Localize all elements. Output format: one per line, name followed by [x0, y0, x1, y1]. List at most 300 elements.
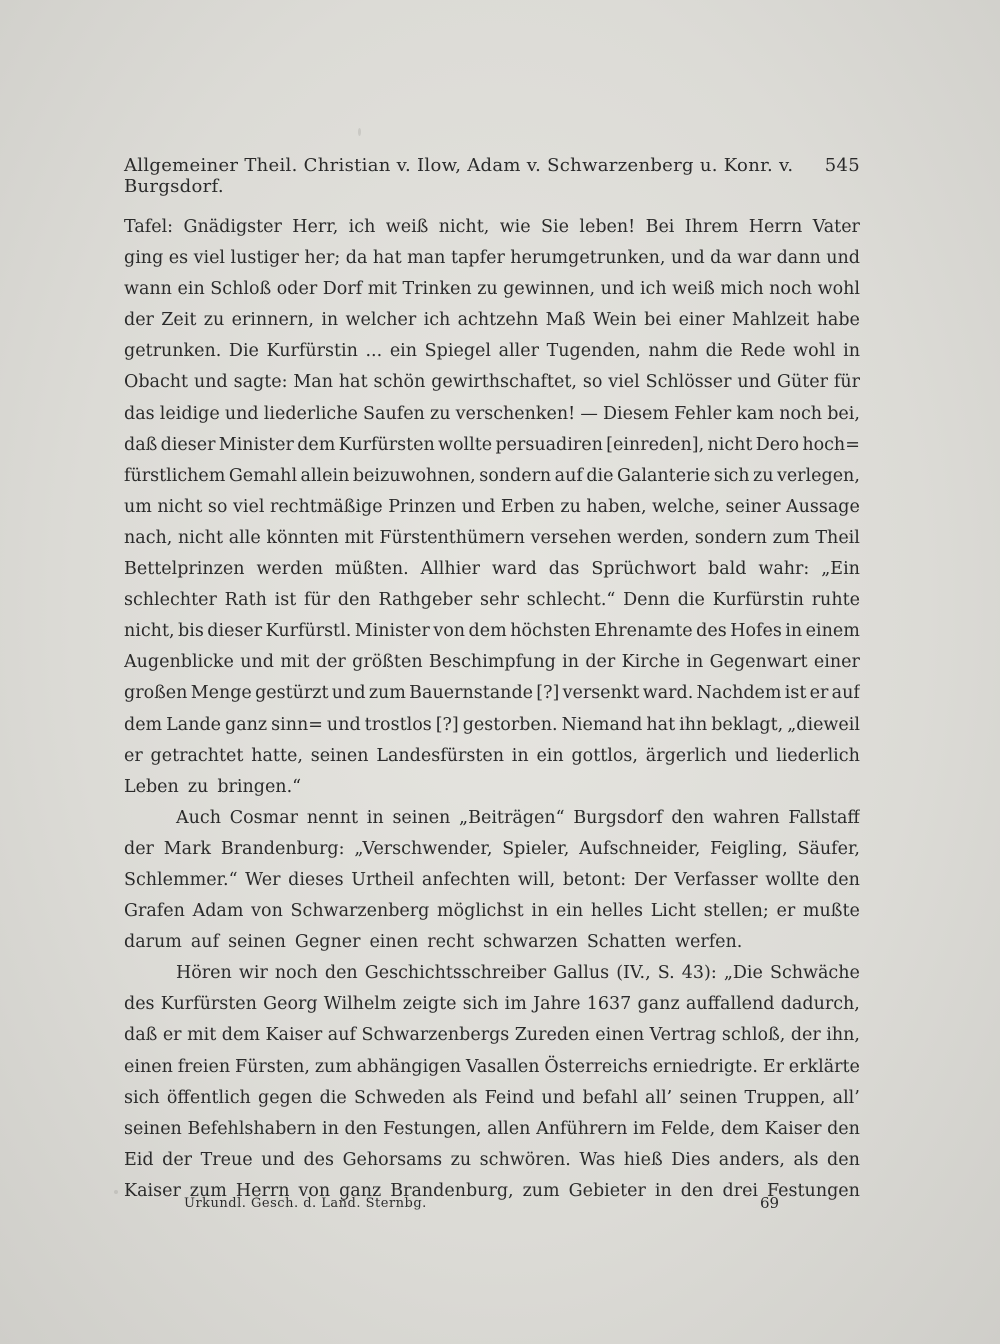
word: Dorf [322, 279, 363, 300]
body-text [124, 212, 860, 1207]
word: in [366, 807, 384, 828]
word: viel [232, 496, 265, 517]
word: sondern [479, 465, 552, 486]
word: zum [772, 527, 810, 548]
word: er [809, 683, 829, 704]
word: Dero [755, 434, 800, 455]
word: erklärte [788, 1056, 860, 1077]
word: und [261, 1149, 295, 1170]
word: in [531, 901, 549, 922]
word: und [193, 372, 228, 393]
word: einer [813, 652, 860, 673]
word: werden [256, 559, 323, 580]
text-line [124, 305, 860, 336]
word: ganz [637, 994, 680, 1015]
word: des [124, 994, 155, 1015]
word: ward [491, 559, 537, 580]
word: wollte [438, 434, 493, 455]
word: „Ein [821, 559, 860, 580]
word: in [321, 310, 339, 331]
word: öffentlich [166, 1087, 251, 1108]
running-head-title: Allgemeiner Theil. Christian v. Ilow, Adam v. Schwarzenberg u. Konr. v. Burgsdorf. [124, 155, 794, 197]
word: und [326, 714, 361, 735]
word: Festungen [767, 1180, 860, 1201]
word: Brandenburg, [390, 1180, 514, 1201]
word: wohl [793, 341, 836, 362]
word: versehen [530, 527, 612, 548]
word: ... [365, 341, 383, 362]
word: hat [646, 714, 676, 735]
text-line [124, 430, 860, 461]
word: aller [498, 341, 539, 362]
word: mich [720, 279, 764, 300]
word: Mark [163, 838, 212, 859]
word: als [793, 1149, 819, 1170]
word: ein [389, 341, 418, 362]
word: und [826, 248, 860, 269]
word: Vater [812, 217, 860, 237]
word: der [315, 652, 346, 673]
word: bringen.“ [217, 776, 302, 797]
word: dem [221, 1025, 260, 1046]
word: Zureden [514, 1025, 590, 1046]
word: sich [462, 994, 499, 1015]
word: hatte, [251, 745, 303, 766]
word: seinen [310, 745, 369, 766]
word: und [240, 652, 274, 673]
word: ihn, [826, 1025, 860, 1046]
word: Landesfürsten [376, 745, 504, 766]
word: Kurfürsten [338, 434, 435, 455]
word: Kurfürstl. [265, 621, 352, 642]
word: er [162, 1025, 182, 1046]
word: oder [276, 279, 318, 300]
word: Er [762, 1056, 784, 1077]
running-head [124, 155, 860, 197]
word: einen [369, 932, 419, 953]
word: und [734, 745, 769, 766]
word: ruhte [811, 590, 860, 611]
word: es [168, 248, 189, 269]
word: habe [816, 310, 860, 331]
word: welcher [345, 310, 417, 331]
word: sich [124, 1087, 160, 1108]
word: in [686, 652, 704, 673]
word: Tafel: [124, 217, 174, 237]
word: [?] [435, 714, 459, 735]
word: das [548, 559, 580, 580]
word: einem [805, 621, 860, 642]
word: Kaiser [124, 1180, 181, 1201]
word: zum [522, 1180, 560, 1201]
word: ward. [642, 683, 694, 704]
word: Hören [176, 963, 232, 984]
word: Dies [671, 1149, 711, 1170]
word: zum [189, 1180, 227, 1201]
word: dem [297, 434, 336, 455]
word: dieses [288, 869, 344, 890]
word: rechtmäßige [269, 496, 383, 517]
word: Herr, [292, 217, 339, 237]
text-line [124, 741, 860, 772]
word: nicht, [124, 621, 175, 642]
word: Gallus [553, 963, 610, 984]
word: Adam [192, 901, 244, 922]
word: auf [327, 1025, 356, 1046]
word: ganz [339, 1180, 382, 1201]
word: Treue [200, 1149, 253, 1170]
word: nach, [124, 527, 173, 548]
word: wir [238, 963, 268, 984]
word: Brandenburg: [220, 838, 345, 859]
word: schwören. [479, 1149, 571, 1170]
word: ist [784, 683, 807, 704]
word: zu [203, 310, 225, 331]
word: alle [228, 527, 261, 548]
word: lustiger [230, 248, 299, 269]
word: Diesem [603, 403, 669, 424]
word: sich [713, 465, 750, 486]
word: Georg [263, 994, 318, 1015]
word: mit [187, 1025, 217, 1046]
word: ich [423, 310, 451, 331]
word: leidige [159, 403, 220, 424]
word: Wilhelm [323, 994, 397, 1015]
word: ich [348, 217, 376, 237]
word: da [345, 248, 368, 269]
word: wann [124, 279, 172, 300]
word: hieß [623, 1149, 663, 1170]
word: Truppen, [744, 1087, 826, 1108]
word: der [585, 652, 616, 673]
word: Theil [815, 527, 860, 548]
word: abhängigen [356, 1056, 461, 1077]
word: Beschimpfung [428, 652, 556, 673]
word: Kirche [621, 652, 681, 673]
word: anders, [718, 1149, 785, 1170]
word: daß [124, 434, 158, 455]
word: er [776, 901, 796, 922]
word: ist [274, 590, 297, 611]
word: daß [124, 1025, 158, 1046]
word: Man [293, 372, 333, 393]
word: in [654, 1180, 672, 1201]
word: zu [429, 403, 451, 424]
word: in [785, 621, 803, 642]
word: Felde, [660, 1118, 716, 1139]
word: höchsten [510, 621, 591, 642]
word: (IV., [616, 963, 651, 984]
word: ging [124, 248, 164, 269]
word: zu [477, 279, 498, 300]
word: in [321, 1118, 339, 1139]
word: Licht [650, 901, 697, 922]
word: Rathgeber [378, 590, 473, 611]
word: Aussage [785, 496, 860, 517]
text-line [124, 647, 860, 678]
word: Sie [541, 217, 569, 237]
word: getrunken. [124, 341, 222, 362]
word: achtzehn [457, 310, 539, 331]
word: Bei [645, 217, 675, 237]
word: der [124, 838, 154, 859]
word: nicht [157, 496, 203, 517]
word: Lande [166, 714, 222, 735]
text-line [124, 585, 860, 616]
word: des [303, 1149, 335, 1170]
word: mit [280, 652, 310, 673]
paper-speck [114, 1190, 118, 1194]
word: einer [678, 310, 725, 331]
word: Wein [592, 310, 637, 331]
word: Kaiser [764, 1118, 822, 1139]
word: Fürsten, [234, 1056, 310, 1077]
word: den [324, 963, 358, 984]
word: haben, [586, 496, 647, 517]
word: beklagt, [711, 714, 784, 735]
word: betont: [562, 869, 627, 890]
word: der [162, 1149, 193, 1170]
word: Gegenwart [709, 652, 808, 673]
word: Festungen, [383, 1118, 482, 1139]
word: größten [352, 652, 423, 673]
word: persuadiren [495, 434, 603, 455]
word: hat [372, 248, 402, 269]
word: Vertrag [649, 1025, 717, 1046]
word: als [452, 1087, 478, 1108]
word: dem [720, 1118, 759, 1139]
word: schwarzen [483, 932, 578, 953]
word: Säufer, [797, 838, 860, 859]
word: Tugenden, [546, 341, 641, 362]
word: all’ [832, 1087, 860, 1108]
word: schlecht.“ [526, 590, 616, 611]
word: die [319, 1087, 347, 1108]
word: könnten [266, 527, 339, 548]
text-line [124, 1083, 860, 1114]
word: Kaiser [265, 1025, 323, 1046]
word: wahren [712, 807, 780, 828]
word: Minister [218, 434, 294, 455]
word: seinen [124, 1118, 182, 1139]
word: „Die [723, 963, 763, 984]
word: Der [633, 869, 667, 890]
word: mußte [802, 901, 860, 922]
word: Gnädigster [183, 217, 282, 237]
word: Niemand [561, 714, 643, 735]
word: gegen [258, 1087, 313, 1108]
word: bald [708, 559, 747, 580]
word: noch [779, 403, 823, 424]
word: Galanterie [616, 465, 711, 486]
word: der [790, 1025, 821, 1046]
word: im [633, 1118, 656, 1139]
word: sinn= [271, 714, 323, 735]
word: all’ [645, 1087, 673, 1108]
word: gewinnen, [503, 279, 596, 300]
word: nicht, [438, 217, 490, 237]
word: gottlos, [571, 745, 638, 766]
word: trostlos [364, 714, 432, 735]
word: in [562, 652, 580, 673]
word: sondern [694, 527, 767, 548]
word: tapfer [450, 248, 505, 269]
word: 43): [681, 963, 717, 984]
word: Gebieter [568, 1180, 646, 1201]
word: dadurch, [780, 994, 860, 1015]
word: Spieler, [502, 838, 570, 859]
word: ich [639, 279, 667, 300]
word: liederlich [776, 745, 860, 766]
word: Ihrem [684, 217, 739, 237]
word: fürstlichem [124, 465, 226, 486]
word: Schwarzenbergs [361, 1025, 510, 1046]
word: Gemahl [228, 465, 298, 486]
word: für [304, 590, 331, 611]
word: nennt [306, 807, 359, 828]
word: von [251, 901, 283, 922]
word: welche, [652, 496, 720, 517]
text-line [124, 989, 860, 1020]
text-line [124, 927, 860, 958]
word: noch [274, 963, 318, 984]
text-line [124, 772, 860, 803]
word: zu [450, 1149, 472, 1170]
word: war [737, 248, 772, 269]
word: wie [499, 217, 531, 237]
word: den [680, 1180, 714, 1201]
word: sehr [479, 590, 519, 611]
word: nicht [178, 527, 224, 548]
word: Fallstaff [788, 807, 860, 828]
word: von [298, 1180, 331, 1201]
text-line [124, 1020, 860, 1051]
word: ganz [225, 714, 268, 735]
word: den [827, 1149, 860, 1170]
word: Maß [545, 310, 586, 331]
word: im [504, 994, 527, 1015]
word: kam [736, 403, 775, 424]
text-line [124, 834, 860, 865]
word: den [337, 590, 371, 611]
word: Fürstenthümern [379, 527, 525, 548]
word: Kurfürsten [160, 994, 257, 1015]
word: Trinken [402, 279, 472, 300]
word: bei [644, 310, 672, 331]
word: nicht [707, 434, 753, 455]
word: einen [595, 1025, 645, 1046]
word: Burgsdorf [573, 807, 663, 828]
word: und [737, 372, 772, 393]
word: in [843, 341, 860, 362]
word: auf [190, 932, 220, 953]
word: gestürzt [255, 683, 329, 704]
word: allen [487, 1118, 531, 1139]
text-line [124, 865, 860, 896]
word: und [670, 248, 705, 269]
word: noch [769, 279, 813, 300]
word: auf [831, 683, 860, 704]
text-line [124, 1145, 860, 1176]
word: liederliche [263, 403, 358, 424]
word: dieser [207, 621, 263, 642]
word: S. [657, 963, 675, 984]
word: Mahlzeit [731, 310, 810, 331]
text-line [124, 492, 860, 523]
word: seinen [228, 932, 286, 953]
word: da [710, 248, 732, 269]
word: Bauernstande [409, 683, 534, 704]
word: gewirthschaftet, [431, 372, 577, 393]
word: ärgerlich [645, 745, 727, 766]
printer-signature: Urkundl. Gesch. d. Land. Sternbg. [184, 1196, 427, 1211]
text-line [124, 1114, 860, 1145]
word: nahm [648, 341, 698, 362]
word: der [124, 310, 154, 331]
word: — [580, 403, 598, 424]
word: den [344, 1118, 378, 1139]
word: schön [373, 372, 426, 393]
word: Fehler [674, 403, 732, 424]
word: mit [367, 279, 397, 300]
word: Anführern [536, 1118, 628, 1139]
word: Schloß [210, 279, 272, 300]
word: das [124, 403, 155, 424]
word: darum [124, 932, 182, 953]
text-line [124, 243, 860, 274]
word: Leben [124, 776, 179, 797]
word: von [433, 621, 466, 642]
word: zum [368, 683, 406, 704]
word: Was [579, 1149, 616, 1170]
word: gestorben. [462, 714, 558, 735]
word: ihn [679, 714, 708, 735]
word: Minister [354, 621, 430, 642]
word: erinnern, [231, 310, 314, 331]
word: er [124, 745, 143, 766]
word: Augenblicke [124, 652, 234, 673]
word: zum [314, 1056, 352, 1077]
word: drei [722, 1180, 759, 1201]
word: dieser [160, 434, 216, 455]
word: helles [590, 901, 643, 922]
word: [einreden], [606, 434, 705, 455]
word: so [207, 496, 228, 517]
word: Aufschneider, [579, 838, 701, 859]
word: zu [752, 465, 774, 486]
word: Bettelprinzen [124, 559, 245, 580]
word: dann [776, 248, 821, 269]
word: auf [554, 465, 583, 486]
word: wohl [817, 279, 860, 300]
word: erniedrigte. [652, 1056, 758, 1077]
text-line [124, 616, 860, 647]
paper-speck [358, 128, 361, 136]
word: den [827, 1118, 860, 1139]
text-line [124, 1052, 860, 1083]
word: Gehorsams [342, 1149, 443, 1170]
word: anfechten [421, 869, 511, 890]
word: Saufen [363, 403, 425, 424]
word: um [124, 496, 152, 517]
word: Obacht [124, 372, 189, 393]
word: so [582, 372, 603, 393]
word: getrachtet [150, 745, 244, 766]
word: Menge [190, 683, 252, 704]
word: stellen; [703, 901, 769, 922]
word: Spiegel [424, 341, 491, 362]
word: Denn [623, 590, 670, 611]
